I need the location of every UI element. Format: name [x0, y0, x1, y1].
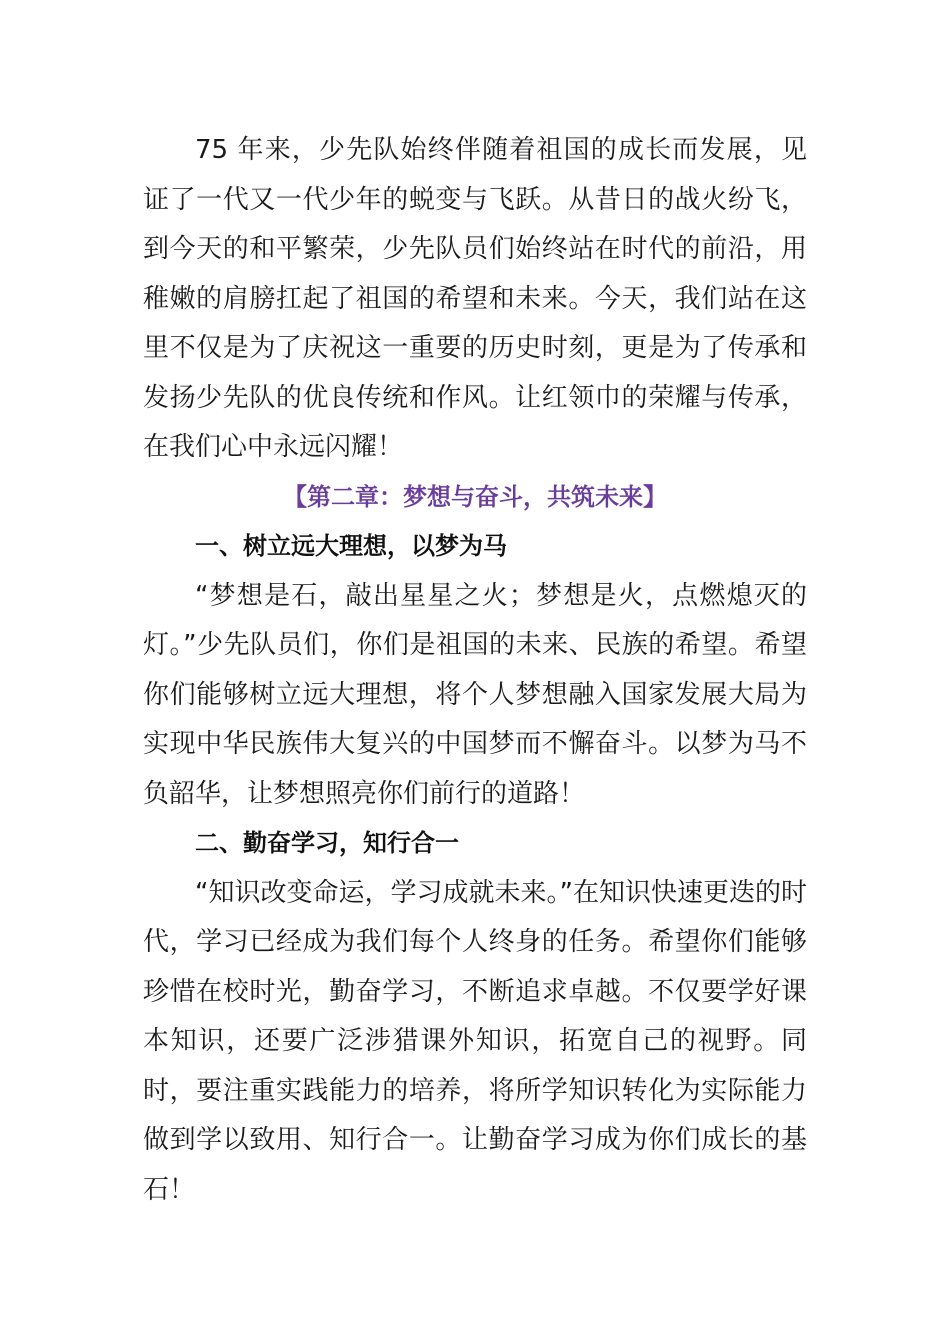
intro-paragraph: 75 年来，少先队始终伴随着祖国的成长而发展，见证了一代又一代少年的蜕变与飞跃。从昔日的战火纷飞，到今天的和平繁荣，少先队员们始终站在时代的前沿，用稚嫩的肩膀扛起了祖国的希望和未来。今天，我们站在这里不仅是为了庆祝这一重要的历史时刻，更是为了传承和发扬少先队的优良传统和作风。让红领巾的荣耀与传承，在我们心中永远闪耀！ — [143, 135, 807, 462]
section-body-2: “知识改变命运，学习成就未来。”在知识快速更迭的时代，学习已经成为我们每个人终身的任务。希望你们能够珍惜在校时光，勤奋学习，不断追求卓越。不仅要学好课本知识，还要广泛涉猎课外知识，拓宽自己的视野。同时，要注重实践能力的培养，将所学知识转化为实际能力做到学以致用、知行合一。让勤奋学习成为你们成长的基石！ — [143, 877, 807, 1205]
document-page — [143, 126, 807, 1215]
section-body-1: “梦想是石，敲出星星之火；梦想是火，点燃熄灭的灯。”少先队员们，你们是祖国的未来、民族的希望。希望你们能够树立远大理想，将个人梦想融入国家发展大局为实现中华民族伟大复兴的中国梦而不懈奋斗。以梦为马不负韶华，让梦想照亮你们前行的道路！ — [143, 580, 807, 809]
chapter-title: 【第二章：梦想与奋斗，共筑未来】 — [283, 482, 667, 511]
section-heading-2: 二、勤奋学习，知行合一 — [195, 829, 459, 857]
section-heading-1: 一、树立远大理想，以梦为马 — [195, 532, 507, 560]
